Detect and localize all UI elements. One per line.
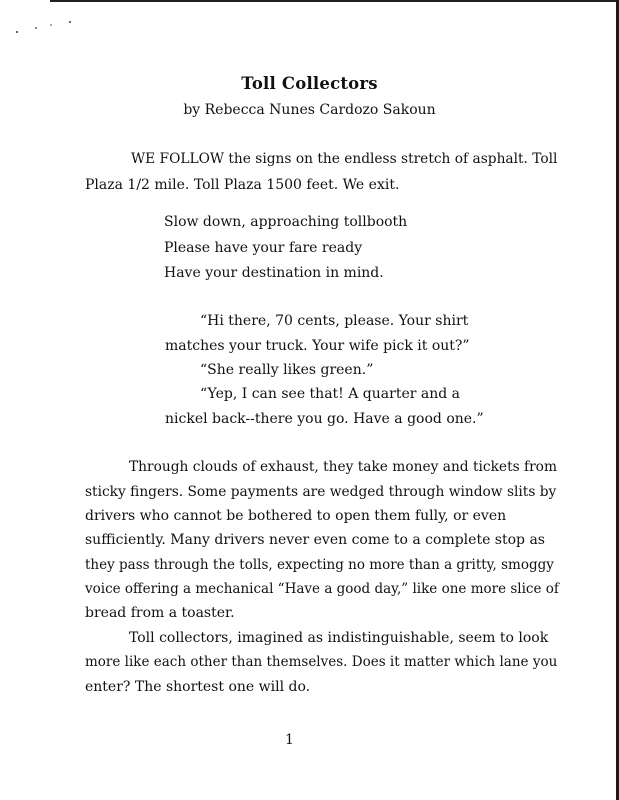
dialogue-line: “She really likes green.” <box>200 362 374 378</box>
body-line: sufficiently. Many drivers never even come to a complete stop as <box>85 532 545 548</box>
body-line: enter? The shortest one will do. <box>85 679 311 695</box>
body-line: drivers who cannot be bothered to open them fully, or even <box>85 508 507 524</box>
body-line: sticky fingers. Some payments are wedged through window slits by <box>85 484 557 500</box>
dialogue-line: “Hi there, 70 cents, please. Your shirt <box>200 313 469 329</box>
author-byline: by Rebecca Nunes Cardozo Sakoun <box>183 102 436 118</box>
sign-line: Have your destination in mind. <box>164 265 384 281</box>
dialogue-line: nickel back--there you go. Have a good one.” <box>165 411 484 427</box>
page-number: 1 <box>285 732 294 748</box>
scan-edge-top <box>50 0 619 2</box>
intro-line: Plaza 1/2 mile. Toll Plaza 1500 feet. We exit. <box>85 177 400 193</box>
dialogue-line: “Yep, I can see that! A quarter and a <box>200 386 461 402</box>
sign-line: Please have your fare ready <box>164 240 363 256</box>
body-line: bread from a toaster. <box>85 605 235 621</box>
sign-line: Slow down, approaching tollbooth <box>164 214 408 230</box>
body-line: more like each other than themselves. Does it matter which lane you <box>85 654 558 670</box>
body-line: voice offering a mechanical “Have a good day,” like one more slice of <box>85 581 559 597</box>
body-line: Toll collectors, imagined as indistinguishable, seem to look <box>129 630 549 646</box>
intro-line: WE FOLLOW the signs on the endless stretch of asphalt. Toll <box>131 151 558 167</box>
scan-specks <box>14 20 74 40</box>
body-line: Through clouds of exhaust, they take money and tickets from <box>129 459 558 475</box>
dialogue-line: matches your truck. Your wife pick it out?” <box>165 338 470 354</box>
document-title: Toll Collectors <box>241 74 378 93</box>
body-line: they pass through the tolls, expecting no more than a gritty, smoggy <box>85 557 554 573</box>
